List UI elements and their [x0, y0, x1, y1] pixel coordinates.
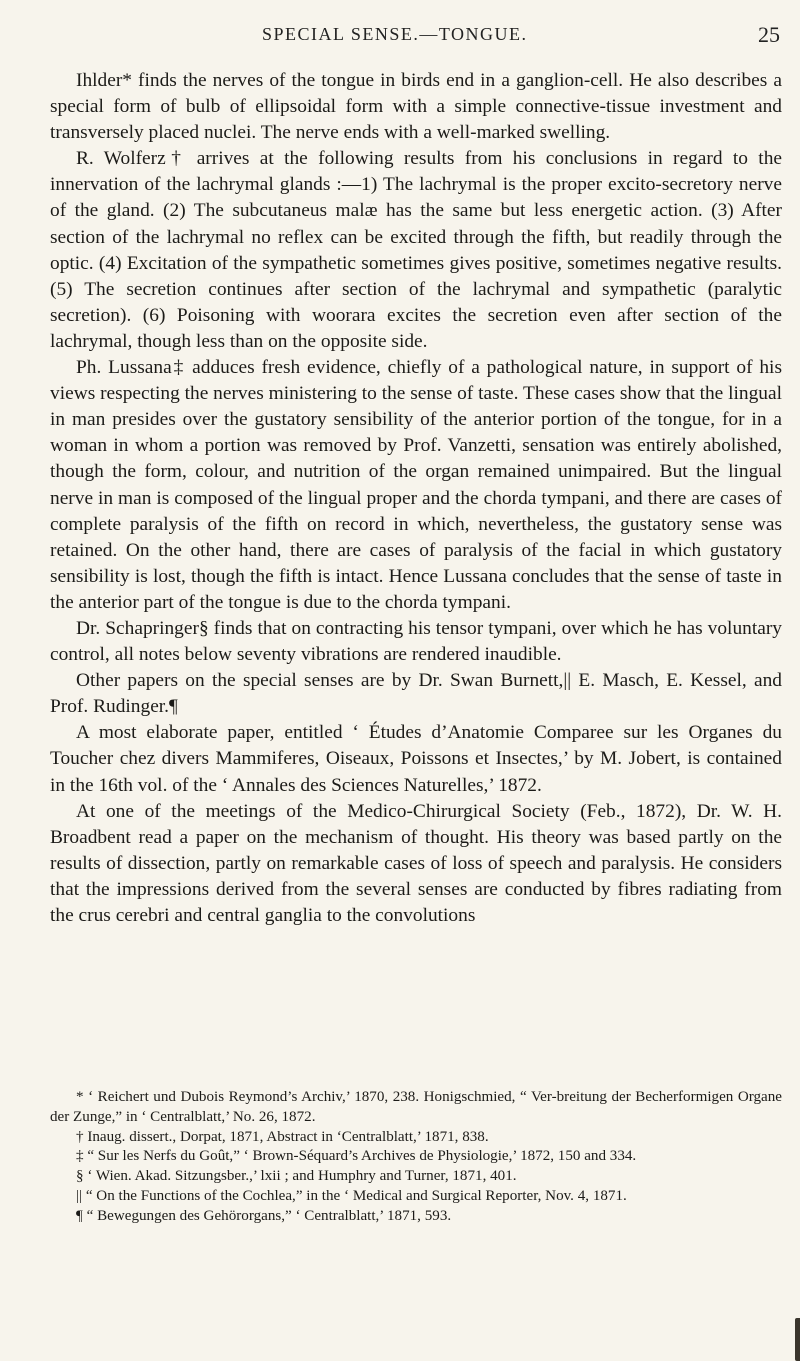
paragraph-other-papers: Other papers on the special senses are by Dr. Swan Burnett,|| E. Masch, E. Kessel, and Prof. Rudinger.¶ [50, 670, 782, 718]
page-number: 25 [758, 22, 780, 47]
paragraph-jobert: A most elaborate paper, entitled ‘ Études d’Anatomie Comparee sur les Organes du Toucher chez divers Mammiferes, Oiseaux, Poissons et Insectes,’ by M. Jobert, is contained in the 16th vol. of the ‘ Annales des Sciences Naturelles,’ 1872. [50, 722, 782, 796]
footnote-2: † Inaug. dissert., Dorpat, 1871, Abstract in ‘Centralblatt,’ 1871, 838. [76, 1128, 489, 1145]
paragraph-wolferz: R. Wolferz† arrives at the following results from his conclusions in regard to the innervation of the lachrymal glands :—1) The lachrymal is the proper excito-secretory nerve of the gland. (2) The subcutaneus malæ has the same but less energetic action. (3) After section of the lachrymal no reflex can be excited through the fifth, but readily through the optic. (4) Excitation of the sympathetic sometimes gives positive, sometimes negative results. (5) The secretion continues after section of the lachrymal and sympathetic (paralytic secretion). (6) Poisoning with woorara excites the secretion even after section of the lachrymal, though less than on the opposite side. [50, 148, 782, 352]
footnotes [50, 1088, 782, 1227]
footnote-1: * ‘ Reichert und Dubois Reymond’s Archiv,’ 1870, 238. Honigschmied, “ Ver-breitung der Becherformigen Organe der Zunge,” in ‘ Centralblatt,’ No. 26, 1872. [50, 1089, 782, 1125]
page-edge-mark [795, 1318, 800, 1361]
footnote-6: ¶ “ Bewegungen des Gehörorgans,” ‘ Centralblatt,’ 1871, 593. [76, 1207, 452, 1224]
footnote-3: ‡ “ Sur les Nerfs du Goût,” ‘ Brown-Séquard’s Archives de Physiologie,’ 1872, 150 and 334. [76, 1148, 637, 1165]
paragraph-broadbent: At one of the meetings of the Medico-Chirurgical Society (Feb., 1872), Dr. W. H. Broadbent read a paper on the mechanism of thought. His theory was based partly on the results of dissection, partly on remarkable cases of loss of speech and paralysis. He considers that the impressions derived from the several senses are conducted by fibres radiating from the crus cerebri and central ganglia to the convolutions [50, 800, 782, 926]
paragraph-ihlder: Ihlder* finds the nerves of the tongue in birds end in a ganglion-cell. He also describes a special form of bulb of ellipsoidal form with a simple connective-tissue investment and transversely placed nuclei. The nerve ends with a well-marked swelling. [50, 70, 782, 144]
running-head: SPECIAL SENSE.—TONGUE. [262, 24, 528, 44]
body-text [50, 68, 782, 929]
paragraph-lussana: Ph. Lussana‡ adduces fresh evidence, chiefly of a pathological nature, in support of his views respecting the nerves ministering to the sense of taste. These cases show that the lingual in man presides over the gustatory sensibility of the anterior portion of the tongue, for in a woman in whom a portion was removed by Prof. Vanzetti, sensation was entirely abolished, though the form, colour, and nutrition of the organ remained unimpaired. But the lingual nerve in man is composed of the lingual proper and the chorda tympani, and there are cases of complete paralysis of the fifth on record in which, nevertheless, the gustatory sense was retained. On the other hand, there are cases of paralysis of the facial in which gustatory sensibility is lost, though the fifth is intact. Hence Lussana concludes that the sense of taste in the anterior part of the tongue is due to the chorda tympani. [50, 357, 782, 613]
paragraph-schapringer: Dr. Schapringer§ finds that on contracting his tensor tympani, over which he has voluntary control, all notes below seventy vibrations are rendered inaudible. [50, 617, 782, 666]
page-header [0, 0, 800, 72]
footnote-4: § ‘ Wien. Akad. Sitzungsber.,’ lxii ; and Humphry and Turner, 1871, 401. [76, 1168, 517, 1185]
footnote-5: || “ On the Functions of the Cochlea,” in the ‘ Medical and Surgical Reporter, Nov. 4, 1871. [76, 1187, 627, 1204]
